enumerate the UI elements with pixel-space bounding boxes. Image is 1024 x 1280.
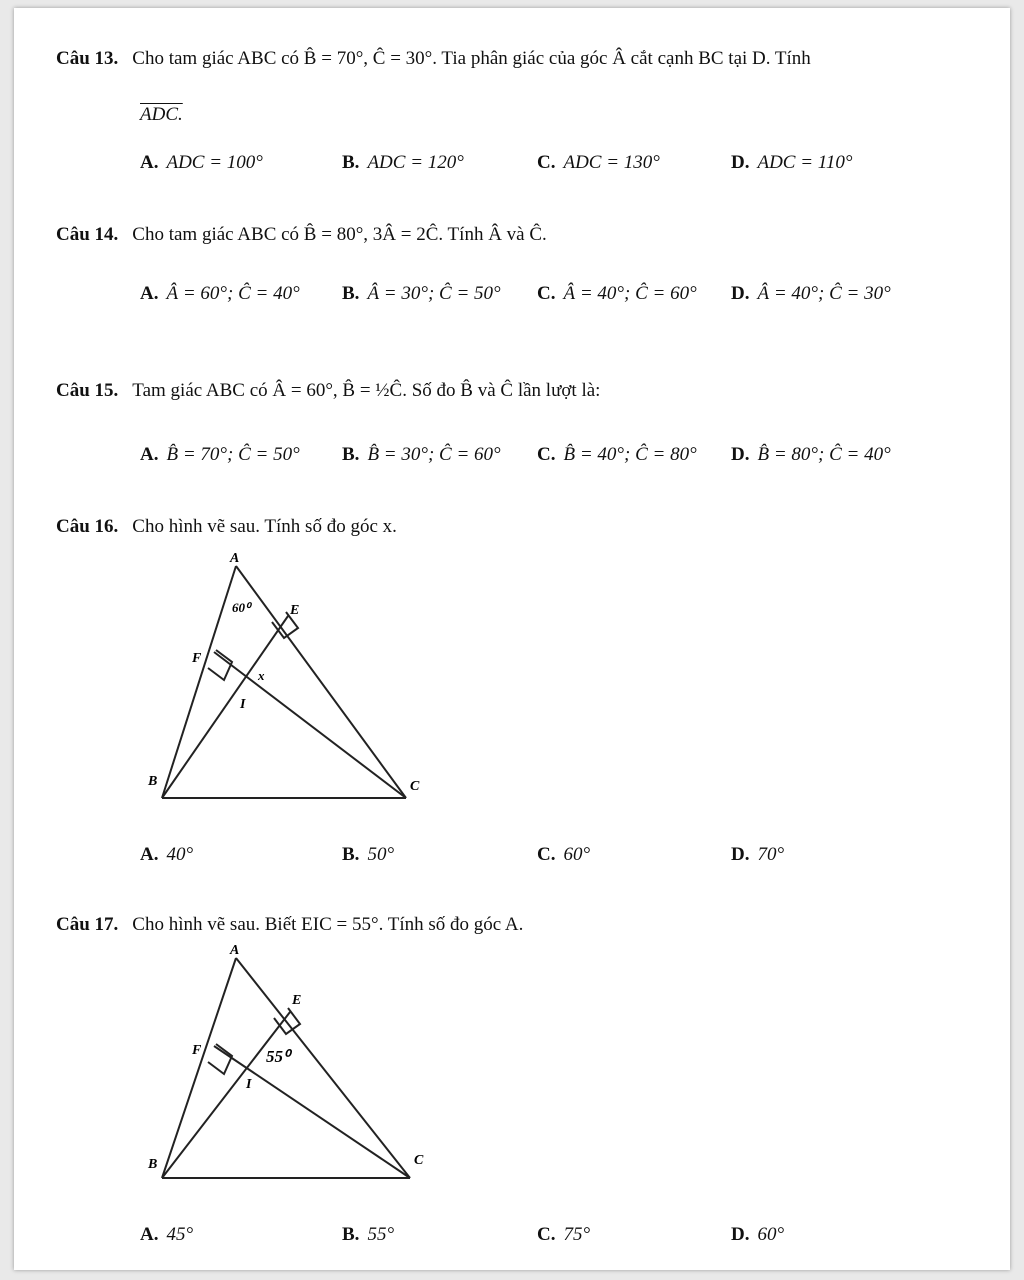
question-number: Câu 16. xyxy=(56,516,119,537)
option-text: ADC = 100° xyxy=(166,152,263,173)
option-text: 60° xyxy=(563,844,591,865)
option-label: B. xyxy=(342,444,360,465)
option-b[interactable] xyxy=(342,1224,394,1246)
option-label: A. xyxy=(140,844,159,865)
question-number: Câu 13. xyxy=(56,48,119,69)
option-a[interactable] xyxy=(140,1224,193,1246)
option-label: D. xyxy=(731,844,750,865)
question-number: Câu 17. xyxy=(56,914,119,935)
option-label: B. xyxy=(342,152,360,173)
label-a: A xyxy=(230,943,240,958)
option-text: 70° xyxy=(757,844,785,865)
option-label: C. xyxy=(537,1224,556,1245)
option-label: C. xyxy=(537,283,556,304)
angle-label-60: 60⁰ xyxy=(232,600,251,615)
option-label: B. xyxy=(342,1224,360,1245)
option-text: 60° xyxy=(757,1224,785,1245)
option-text: ADC = 130° xyxy=(563,152,660,173)
label-i: I xyxy=(240,697,246,712)
label-c: C xyxy=(414,1153,424,1168)
question-text: Cho tam giác ABC có B̂ = 70°, Ĉ = 30°. Tia phân giác của góc Â cắt cạnh BC tại D. Tính xyxy=(132,48,811,69)
option-label: D. xyxy=(731,152,750,173)
option-label: D. xyxy=(731,1224,750,1245)
label-i: I xyxy=(246,1077,252,1092)
question-text-continued: ADC. xyxy=(140,104,183,125)
label-b: B xyxy=(148,774,158,789)
option-text: 40° xyxy=(166,844,194,865)
option-text: B̂ = 70°; Ĉ = 50° xyxy=(166,444,300,465)
option-text: B̂ = 40°; Ĉ = 80° xyxy=(563,444,697,465)
option-d[interactable] xyxy=(731,1224,784,1246)
label-e: E xyxy=(290,603,300,618)
option-text: 75° xyxy=(563,1224,591,1245)
option-text: 45° xyxy=(166,1224,194,1245)
option-label: C. xyxy=(537,844,556,865)
question-text: Tam giác ABC có Â = 60°, B̂ = ½Ĉ. Số đo B̂ và Ĉ lần lượt là: xyxy=(132,380,601,401)
option-text: Â = 60°; Ĉ = 40° xyxy=(166,283,300,304)
option-label: C. xyxy=(537,444,556,465)
option-label: D. xyxy=(731,283,750,304)
option-label: D. xyxy=(731,444,750,465)
option-c[interactable] xyxy=(537,1224,590,1246)
option-label: B. xyxy=(342,283,360,304)
option-text: ADC = 120° xyxy=(367,152,464,173)
option-label: A. xyxy=(140,1224,159,1245)
option-text: B̂ = 30°; Ĉ = 60° xyxy=(367,444,501,465)
segment-be xyxy=(162,1012,290,1178)
label-c: C xyxy=(410,779,420,794)
label-a: A xyxy=(230,551,240,566)
option-text: 50° xyxy=(367,844,395,865)
question-number: Câu 15. xyxy=(56,380,119,401)
option-text: ADC = 110° xyxy=(757,152,853,173)
label-f: F xyxy=(192,651,202,666)
option-label: C. xyxy=(537,152,556,173)
question-text: Cho hình vẽ sau. Biết EIC = 55°. Tính số đo góc A. xyxy=(132,914,524,935)
question-text: Cho tam giác ABC có B̂ = 80°, 3Â = 2Ĉ. Tính Â và Ĉ. xyxy=(132,224,547,245)
option-text: Â = 40°; Ĉ = 60° xyxy=(563,283,697,304)
option-text: Â = 40°; Ĉ = 30° xyxy=(757,283,891,304)
option-label: B. xyxy=(342,844,360,865)
option-text: 55° xyxy=(367,1224,395,1245)
angle-label-x: x xyxy=(258,668,265,683)
label-b: B xyxy=(148,1157,158,1172)
segment-cf xyxy=(214,1046,410,1178)
option-text: Â = 30°; Ĉ = 50° xyxy=(367,283,501,304)
option-label: A. xyxy=(140,283,159,304)
label-f: F xyxy=(192,1043,202,1058)
option-label: A. xyxy=(140,152,159,173)
side-ac xyxy=(236,958,410,1178)
question-number: Câu 14. xyxy=(56,224,119,245)
option-label: A. xyxy=(140,444,159,465)
label-e: E xyxy=(292,993,302,1008)
question-text: Cho hình vẽ sau. Tính số đo góc x. xyxy=(132,516,397,537)
side-ab xyxy=(162,958,236,1178)
angle-label-55: 55⁰ xyxy=(266,1047,290,1066)
option-text: B̂ = 80°; Ĉ = 40° xyxy=(757,444,891,465)
right-angle-f xyxy=(208,1044,232,1074)
